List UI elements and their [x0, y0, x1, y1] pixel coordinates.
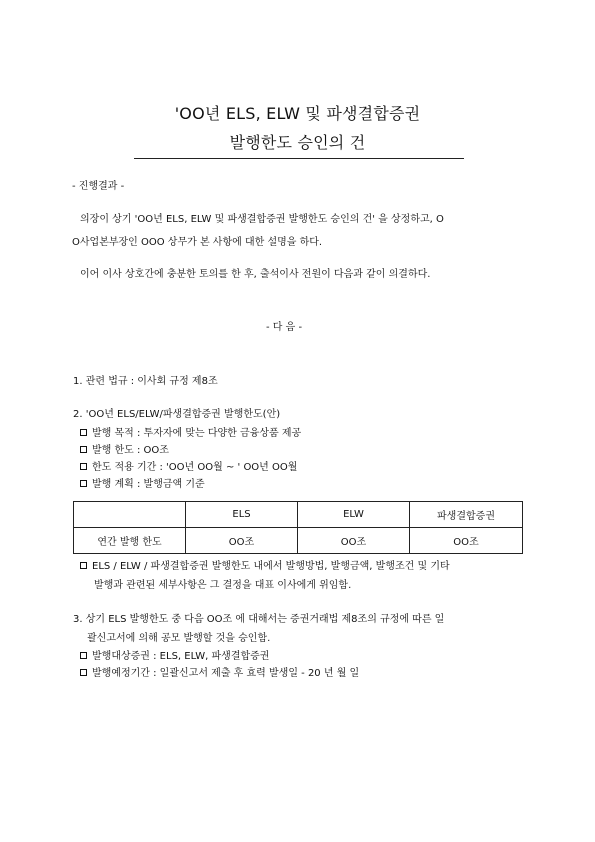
issuance-plan-table	[73, 501, 523, 554]
item-2-heading: 2. 'OO년 ELS/ELW/파생결합증권 발행한도(안)	[73, 409, 281, 420]
document-title-line1: 'OO년 ELS, ELW 및 파생결합증권	[174, 104, 421, 123]
item-2-bullet	[80, 427, 301, 441]
bullet-text: 발행 계획 : 발행금액 기준	[92, 479, 205, 490]
checkbox-icon	[80, 446, 87, 453]
table-header-row	[74, 502, 523, 528]
checkbox-icon	[80, 480, 87, 487]
table-cell: 연간 발행 한도	[74, 528, 186, 554]
next-heading: - 다 음 -	[266, 322, 303, 333]
note-text: ELS / ELW / 파생결합증권 발행한도 내에서 발행방법, 발행금액, 발행조건 및 기타	[92, 561, 450, 572]
item-2-bullet	[80, 478, 205, 492]
paragraph-2: 이어 이사 상호간에 충분한 토의를 한 후, 출석이사 전원이 다음과 같이 의결하다.	[80, 269, 431, 280]
bullet-text: 발행 한도 : OO조	[92, 445, 169, 456]
checkbox-icon	[80, 463, 87, 470]
table-cell: OO조	[186, 528, 298, 554]
bullet-text: 발행 목적 : 투자자에 맞는 다양한 금융상품 제공	[92, 428, 302, 439]
table-header-cell	[74, 502, 186, 528]
item-3-bullet	[80, 650, 269, 664]
item-3-bullet	[80, 667, 359, 681]
title-underline	[134, 158, 464, 159]
item-2-note-line-2: 발행과 관련된 세부사항은 그 결정을 대표 이사에게 위임함.	[94, 580, 352, 591]
checkbox-icon	[80, 562, 87, 569]
table-header-cell: ELS	[186, 502, 298, 528]
checkbox-icon	[80, 652, 87, 659]
item-1: 1. 관련 법규 : 이사회 규정 제8조	[73, 376, 218, 387]
bullet-text: 발행예정기간 : 일괄신고서 제출 후 효력 발생일 - 20 년 월 일	[92, 668, 360, 679]
document-title-line2: 발행한도 승인의 건	[229, 133, 366, 152]
paragraph-1-line-1: 의장이 상기 'OO년 ELS, ELW 및 파생결합증권 발행한도 승인의 건' 을 상정하고, O	[80, 214, 444, 225]
item-2-note-line-1	[80, 560, 450, 574]
paragraph-1-line-2: O사업본부장인 OOO 상무가 본 사항에 대한 설명을 하다.	[72, 237, 323, 248]
result-heading: - 진행결과 -	[72, 181, 125, 192]
item-2-bullet	[80, 444, 169, 458]
item-3-line-1: 3. 상기 ELS 발행한도 중 다음 OO조 에 대해서는 증권거래법 제8조의 규정에 따른 일	[73, 614, 445, 625]
table-row	[74, 528, 523, 554]
table-header-cell: 파생결합증권	[410, 502, 523, 528]
table-cell: OO조	[298, 528, 410, 554]
bullet-text: 발행대상증권 : ELS, ELW, 파생결합증권	[92, 651, 270, 662]
table-header-cell: ELW	[298, 502, 410, 528]
item-3-line-2: 괄신고서에 의해 공모 발행할 것을 승인함.	[87, 633, 271, 644]
table-cell: OO조	[410, 528, 523, 554]
checkbox-icon	[80, 429, 87, 436]
bullet-text: 한도 적용 기간 : 'OO년 OO월 ~ ' OO년 OO월	[92, 462, 298, 473]
checkbox-icon	[80, 669, 87, 676]
item-2-bullet	[80, 461, 297, 475]
